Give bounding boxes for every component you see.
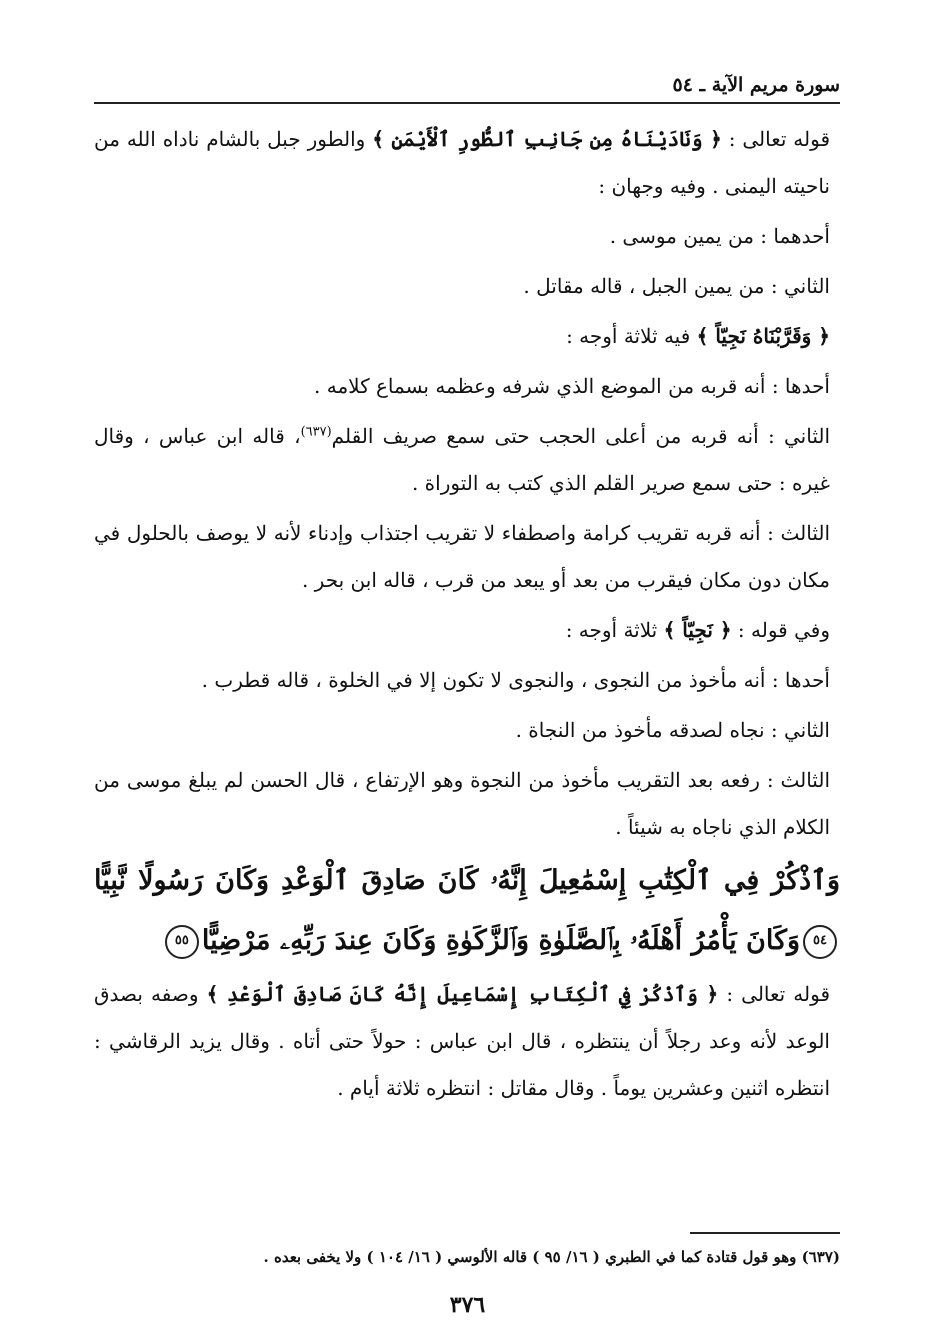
paragraph-1	[94, 116, 840, 210]
c1-intro: قوله تعالى :	[718, 982, 831, 1006]
p8-rest: ثلاثة أوجه :	[565, 618, 664, 642]
verse-number-badge: ٥٥	[165, 925, 199, 959]
p1-intro: قوله تعالى :	[721, 127, 831, 151]
paragraph-8	[94, 607, 840, 654]
paragraph-6	[94, 413, 840, 507]
c1-rest: وصفه بصدق الوعد لأنه وعد رجلاً أن ينتظره ، قال ابن عباس : حولاً حتى أتاه . وقال يزيد الرقاشي : انتظره اثنين وعشرين يوماً . وقال مقاتل : انتظره ثلاثة أيام .	[94, 982, 830, 1100]
quran-quote: ﴿ وَٱذْكُرْ فِي ٱلْكِتَابِ إِسْمَاعِيلَ إِنَّهُ كَانَ صَادِقَ ٱلْوَعْدِ ﴾	[206, 982, 719, 1006]
quran-quote: ﴿ وَنَادَيْنَاهُ مِن جَانِبِ ٱلطُّورِ ٱلْأَيْمَنِ ﴾	[372, 127, 722, 151]
page-number: ٣٧٦	[449, 1292, 486, 1318]
page-header	[94, 64, 840, 104]
footnote-ref[interactable]: (٦٣٧)	[300, 424, 332, 440]
p4-rest: فيه ثلاثة أوجه :	[566, 324, 697, 348]
commentary-paragraph	[94, 971, 840, 1112]
quran-quote: ﴿ نَجِيّاً ﴾	[663, 618, 732, 642]
p8-intro: وفي قوله :	[731, 618, 830, 642]
running-title: سورة مريم الآية ـ ٥٤	[672, 74, 840, 96]
paragraph-11: الثالث : رفعه بعد التقريب مأخوذ من النجوة وهو الإرتفاع ، قال الحسن لم يبلغ موسى من الكلام الذي ناجاه به شيئاً .	[94, 768, 830, 839]
paragraph-5: أحدها : أنه قربه من الموضع الذي شرفه وعظمه بسماع كلامه .	[314, 374, 830, 398]
page-body	[94, 116, 840, 1112]
verse-text: وَكَانَ يَأْمُرُ أَهْلَهُۥ بِٱلصَّلَوٰةِ وَٱلزَّكَوٰةِ وَكَانَ عِندَ رَبِّهِۦ مَرْضِيًّا	[201, 925, 800, 956]
paragraph-2: أحدهما : من يمين موسى .	[609, 224, 830, 248]
p6-a: الثاني : أنه قربه من أعلى الحجب حتى سمع صريف القلم	[331, 424, 831, 448]
paragraph-10: الثاني : نجاه لصدقه مأخوذ من النجاة .	[515, 718, 830, 742]
quran-quote: ﴿ وَقَرَّبْنَاهُ نَجِيّاً ﴾	[696, 324, 830, 348]
quran-verse-block	[94, 851, 840, 971]
paragraph-3: الثاني : من يمين الجبل ، قاله مقاتل .	[523, 274, 830, 298]
footnote-divider	[690, 1232, 840, 1234]
footnote: (٦٣٧) وهو قول قتادة كما في الطبري ( ١٦/ ٩٥ ) قاله الألوسي ( ١٦/ ١٠٤ ) ولا يخفى بعده .	[263, 1248, 840, 1266]
p1-rest: والطور جبل بالشام ناداه الله من ناحيته اليمنى . وفيه وجهان :	[94, 127, 830, 198]
verse-text: وَٱذْكُرْ فِي ٱلْكِتَٰبِ إِسْمَٰعِيلَ إِنَّهُۥ كَانَ صَادِقَ ٱلْوَعْدِ وَكَانَ رَسُولًا نَّبِيًّا	[94, 865, 840, 896]
p6-b: ، قاله ابن عباس ، وقال غيره : حتى سمع صرير القلم الذي كتب به التوراة .	[94, 424, 830, 495]
verse-number-badge: ٥٤	[803, 925, 837, 959]
paragraph-7: الثالث : أنه قربه تقريب كرامة واصطفاء لا تقريب اجتذاب وإدناء لأنه لا يوصف بالحلول في مكان دون مكان فيقرب من بعد أو يبعد من قرب ، قاله ابن بحر .	[94, 521, 830, 592]
paragraph-4	[94, 313, 840, 360]
paragraph-9: أحدها : أنه مأخوذ من النجوى ، والنجوى لا تكون إلا في الخلوة ، قاله قطرب .	[201, 668, 830, 692]
